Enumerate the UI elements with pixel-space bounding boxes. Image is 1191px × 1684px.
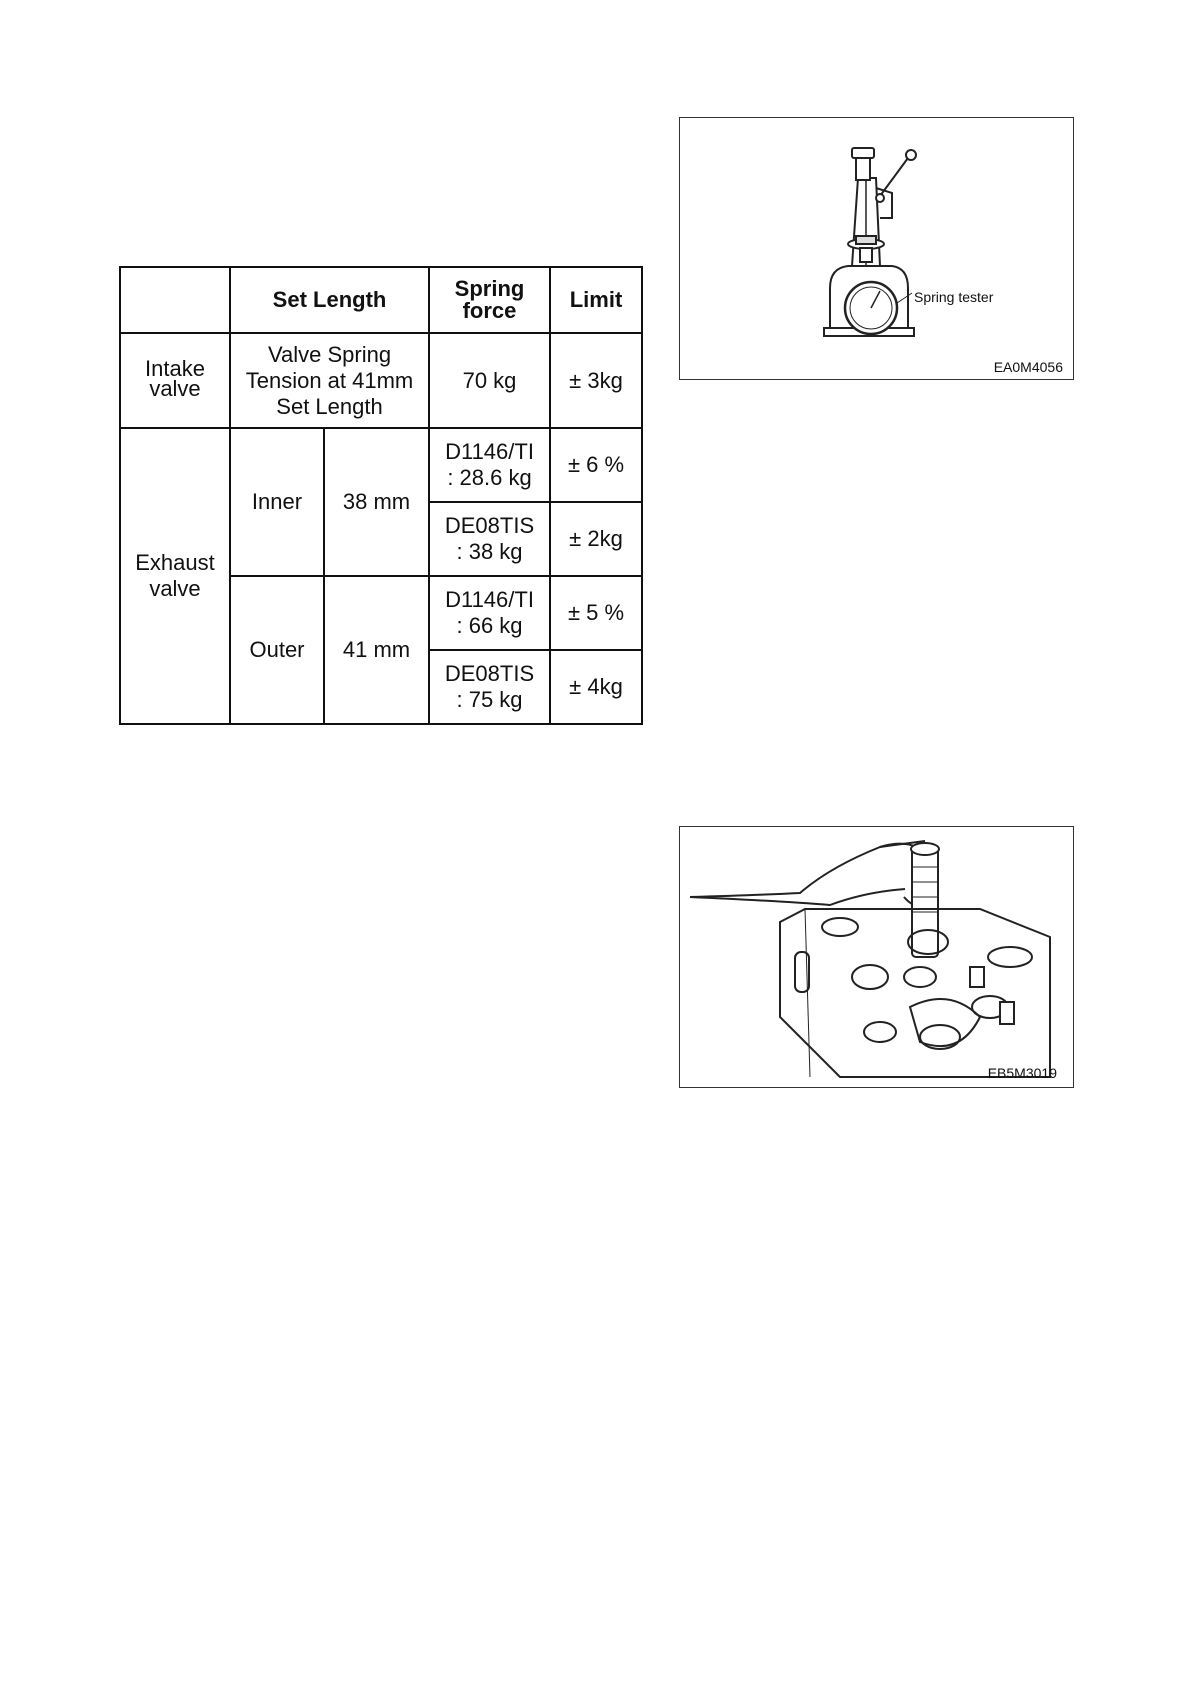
header-set-length: Set Length <box>230 267 429 333</box>
intake-set-length-line2: Tension at 41mm <box>245 367 414 393</box>
figure-code: EA0M4056 <box>993 359 1063 375</box>
header-limit: Limit <box>550 267 642 333</box>
header-blank-cell <box>120 267 230 333</box>
cylinder-head-figure <box>679 826 1074 1088</box>
intake-limit: ± 3kg <box>550 333 642 428</box>
inner-limit: ± 6 % <box>550 428 642 502</box>
force-value: : 75 kg <box>456 687 523 712</box>
force-model: DE08TIS <box>444 661 535 686</box>
inner-limit: ± 2kg <box>550 502 642 576</box>
force-value: : 38 kg <box>456 539 523 564</box>
force-model: D1146/TI <box>445 587 534 612</box>
force-value: : 28.6 kg <box>447 465 532 490</box>
force-model: DE08TIS <box>444 513 535 538</box>
intake-set-length-line3: Set Length <box>276 393 383 419</box>
outer-limit: ± 5 % <box>550 576 642 650</box>
force-model: D1146/TI <box>445 439 534 464</box>
force-value: : 66 kg <box>456 613 523 638</box>
intake-valve-label: Intake valve <box>120 333 230 428</box>
intake-set-length-line1: Valve Spring <box>267 341 392 367</box>
header-spring-force: Spring force <box>429 267 550 333</box>
outer-force-cell <box>429 650 550 724</box>
spring-tester-illustration <box>680 118 1075 381</box>
spring-tester-label: Spring tester <box>914 289 994 305</box>
figure-code: EB5M3019 <box>987 1065 1057 1081</box>
outer-force-cell <box>429 576 550 650</box>
spring-tester-figure <box>679 117 1074 380</box>
intake-force: 70 kg <box>429 333 550 428</box>
intake-set-length <box>230 333 429 428</box>
exhaust-outer-length: 41 mm <box>324 576 429 724</box>
outer-limit: ± 4kg <box>550 650 642 724</box>
exhaust-inner-label: Inner <box>230 428 324 576</box>
inner-force-cell <box>429 428 550 502</box>
inner-force-cell <box>429 502 550 576</box>
exhaust-inner-length: 38 mm <box>324 428 429 576</box>
exhaust-outer-label: Outer <box>230 576 324 724</box>
cylinder-head-illustration <box>680 827 1075 1089</box>
exhaust-valve-label: Exhaust valve <box>120 428 230 724</box>
spring-spec-table <box>119 266 643 725</box>
